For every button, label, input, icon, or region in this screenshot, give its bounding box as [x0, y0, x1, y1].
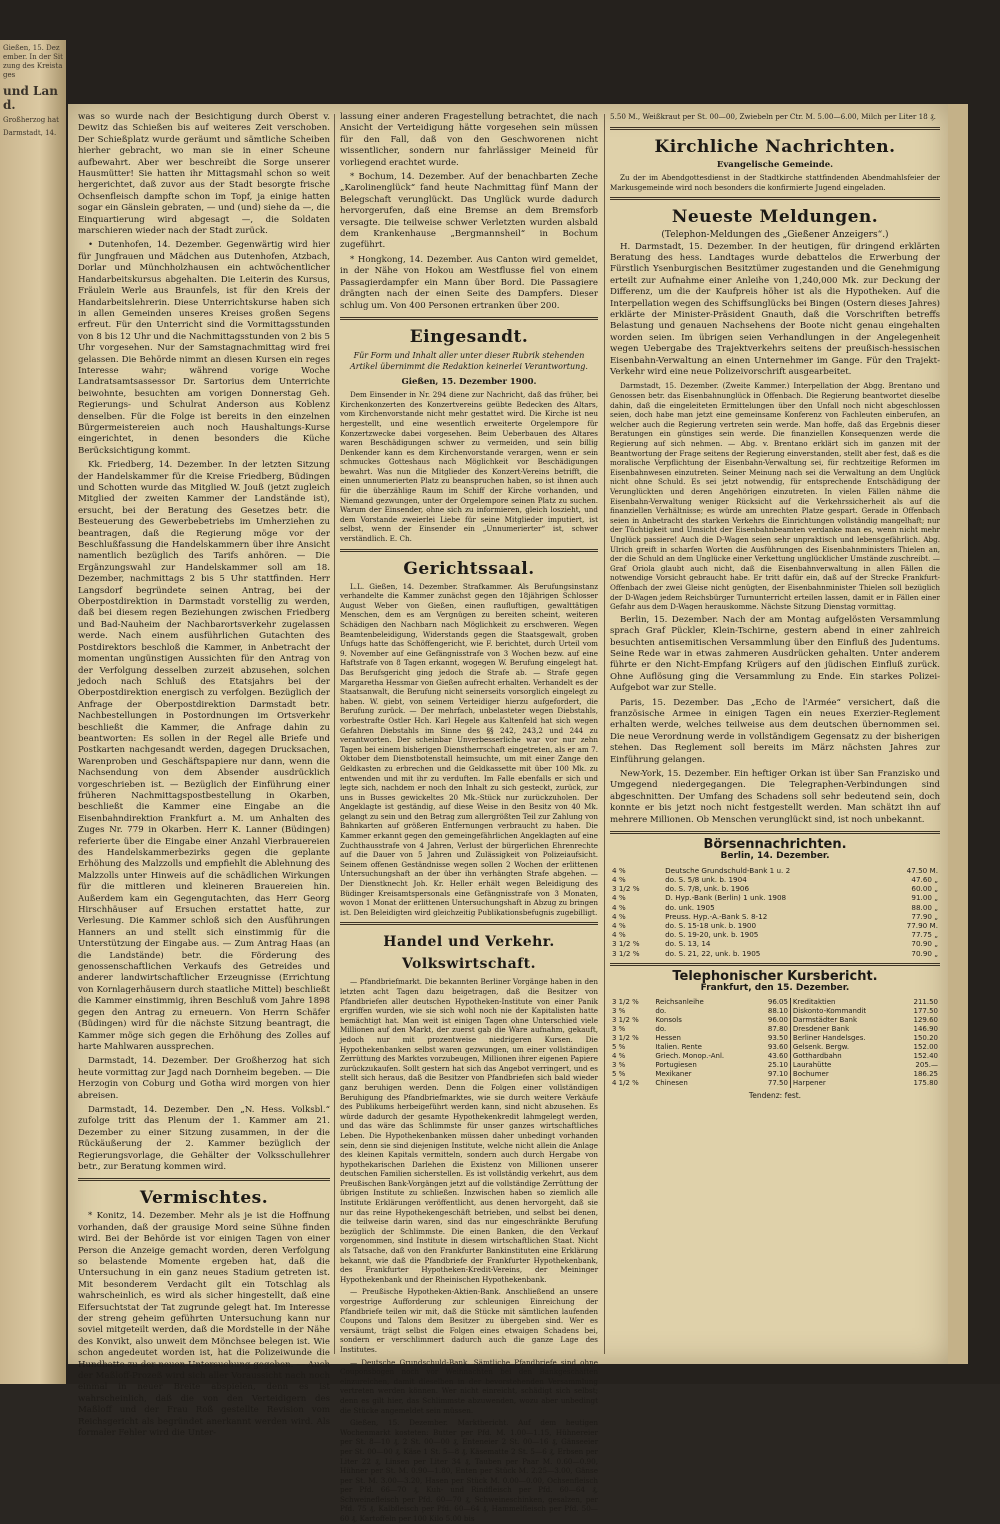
table-cell: Chinesen [655, 1078, 688, 1087]
table-cell: 97.10 [767, 1069, 788, 1078]
table-row [610, 939, 940, 948]
table-cell: 177.50 [913, 1006, 938, 1015]
table-cell: Harpener [790, 1079, 899, 1088]
table-cell: Hessen [655, 1033, 681, 1042]
table-cell: 3 1/2 % [612, 997, 639, 1006]
article-text: — Pfandbriefmarkt. Die bekannten Berliner Vorgänge haben in den letzten acht Tagen dazu beigetragen, daß die Besitzer von Pfandbriefen aller deutschen Hypotheken-Institute von einer Panik ergriffen wurden, wie sie sich wohl noch nie der Kapitalisten hatte bemächtigt hat. Man weit ist einigen Tagen ohne Unterschied viele Millionen auf den Markt, der zuerst gab die Ware aufnahm, gekauft, jedoch nur mit prozentweise niedrigeren Kursen. Die Hypothekenbanken selbst waren gezwungen, um einer vollständigen Zerrüttung des Marktes vorzubeugen, Millionen ihrer eigenen Papiere zurückzukaufen. Sollt gestern hat sich das Angebot verringert, und es stellt sich heraus, daß die Besitzer von Pfandbriefen sich bald wieder ganz beruhigen werden. Denn die Folgen einer vollständigen Beruhigung des Pfandbriefmarktes, wie sie durch weitere Verkäufe des Publikums herbeigeführt werden kann, sind nicht abzusehen. Es würde dadurch der gesamte Hypothekenkredit lahmgelegt werden, und das wäre das Schlimmste für unser ganzes wirtschaftliches Leben. Die Hypothekenbanken müssen daher unbedingt vorhanden sein, denn sie sind diejenigen Institute, welche nicht allein die Anlage des kleinen Kapitals vermitteln, sondern auch durch Hergabe von hypothekarischen Darlehen die Existenz von Millionen unserer deutschen Familien sicherstellen. Es ist vollständig verkehrt, aus dem Preußischen Bank-Vorgängen jetzt auf die vollständige Zerrüttung der übrigen Institute zu schließen. Inzwischen haben so ziemlich alle Institute Erklärungen veröffentlicht, aus denen hervorgeht, daß sie nur das reine Hypothekengeschäft betrieben, und selbst bei denen, die teilweise darin waren, sind das nur eingeschränkte Berufung bezüglich der Schlimmste. Die einen Banken, die den Verkauf vorgenommen, sind Institute in diesem wirtschaftlichen Staat. Nicht als Tatsache, daß von den Frankfurter Bankinstituten eine Erklärung bekannt, wie daß die Pfandbriefe der Frankfurter Hypothekenbank, des Frankfurter Hypotheken-Kredit-Vereins, der Meininger Hypothekenbank und der Rheinischen Hypothekenbank. [340, 977, 598, 1284]
prev-page-header: und Land. [3, 84, 58, 112]
table-row [610, 998, 940, 1007]
prev-page-fragment: Darmstadt, 14. [3, 129, 57, 137]
article-text: * Bochum, 14. Dezember. Auf der benachbarten Zeche „Karolinenglück“ fand heute Nachmittag fünf Mann der Belegschaft verunglückt. Das Unglück wurde dadurch hervorgerufen, daß eine Bremse an dem Bremsforb versagte. Die teilweise schwer Verletzten wurden alsbald dem Krankenhause „Bergmannsheil“ in Bochum zugeführt. [340, 172, 598, 251]
table-row [610, 921, 940, 930]
table-row [610, 884, 940, 893]
table-row [610, 893, 940, 902]
table-cell: 96.00 [767, 1015, 788, 1024]
table-cell: 77.75 „ [911, 930, 938, 940]
table-cell: 88.10 [767, 1006, 788, 1015]
table-row [610, 875, 940, 884]
table-cell: 96.05 [767, 997, 788, 1006]
table-cell: 3 1/2 % [612, 948, 640, 958]
article-text: Paris, 15. Dezember. Das „Echo de l'Armée“ versichert, daß die französische Armee in einigen Tagen ein neues Exerzier-Reglement erhalten werde, welches teilweise aus dem deutschen übernommen sei. Die neue Verordnung werde in vollständigem Gegensatz zu der bisherigen stehen. Das Reglement soll bereits im März nächsten Jahres zur Einführung gelangen. [610, 697, 940, 765]
section-title-kursbericht: Telephonischer Kursbericht. [672, 968, 878, 984]
table-row [610, 1034, 940, 1043]
dateline: Frankfurt, den 15. Dezember. [700, 983, 850, 994]
article-text: New-York, 15. Dezember. Ein heftiger Orkan ist über San Franzisko und Umgegend niedergegangen. Die Telegraphen-Verbindungen sind abgeschnitten. Der Umfang des Schadens soll sehr bedeutend sein, doch konnte er bis jetzt noch nicht festgestellt werden. Man schätzt ihn auf mehrere Millionen. Ob Menschen verunglückt sind, ist noch unbekannt. [610, 769, 940, 825]
table-cell: Kreditaktien [790, 998, 899, 1007]
table-cell: do. [655, 1024, 667, 1033]
table-cell: 3 1/2 % [612, 1015, 639, 1024]
table-cell: 77.90 „ [911, 911, 938, 921]
table-cell: 3 1/2 % [612, 1033, 639, 1042]
article-text: Darmstadt, 14. Dezember. Der Großherzog hat sich heute vormittag zur Jagd nach Dornheim begeben. — Die Herzogin von Coburg und Gotha wird morgen von hier abreisen. [78, 1056, 330, 1101]
table-cell: 93.60 [767, 1042, 788, 1051]
table-cell: 93.50 [767, 1033, 788, 1042]
article-text: L.L. Gießen, 14. Dezember. Strafkammer. Als Berufungsinstanz verhandelte die Kammer zunächst gegen den 18jährigen Schlosser August Weber von Gießen, einen raufluftigen, gewalttätigen Menschen, dem es am Vergnügen zu bereiten scheint, weiteren Schädigen den Nachbarn nach Möglichkeit zu erschweren. Wegen Beamtenbeleidigung, Widerstands gegen die Staatsgewalt, groben Unfugs hatte das Schöffengericht, wie F. berichtet, durch Urteil vom 9. November auf eine Gefängnisstrafe von 3 Wochen bezw. auf eine Haftstrafe von 8 Tagen erkannt, wogegen W. Berufung eingelegt hat. Das Berufsgericht ging jedoch die Strafe ab. — Strafe gegen Margaretha Hessmar von Gießen aufrecht erhalten. Verhandelt es der Staatsanwalt, die Berufung nicht seinerseits vorsorglich eingelegt zu haben. W. giebt, von seinem Verteidiger hierzu aufgefordert, die Berufung zurück. — Der mehrfach, unbelasteter wegen Diebstahls, vorbestrafte Ostler Hch. Karl Hegele aus Kaltenfeld hat sich wegen Gefahren Diebstahls im Sinne des §§ 242, 243,2 und 244 zu verantworten. Der scheinbar Unverbesserliche war vor nur zehn Tagen bei einem bisherigen Dienstherrschaft eingetreten, als er am 7. Oktober dem Dienstbotenstall heimsuchte, um mit einer Zange den Geldkasten zu erbrechen und die Geldkassette mit über 100 Mk. zu entwenden und mit ihr zu verduften. Im Falle ebenfalls er sich und legte sich, nachdem er noch den Inhalt zu sich gesteckt, zurück, zur uns in Busses gewickeltes 20 Mk.-Stück nur zurückzuholen. Der Angeklagte ist geständig, auf diese Weise in den Besitz von 40 Mk. gelangt zu sein und den Betrag zum allergrößten Teil zur Zahlung von Bahnkarten auf größeren Entfernungen verbraucht zu haben. Die Kammer erkannt gegen den gemeingefährlichen Angeklagten auf eine Zuchthausstrafe von 4 Jahren, Verlust der bürgerlichen Ehrenrechte auf die Dauer von 5 Jahren und Zulässigkeit von Polizeiaufsicht. Seinem offenen Geständnisse wegen sollen 2 Wochen der erlittenen Untersuchungshaft an der über ihn verhängten Strafe abgehen. — Der Dienstknecht Joh. Kr. Heller erhält wegen Beleidigung des Büdinger Kreisamtspersonals eine Gefängnisstrafe von 3 Monaten, wovon 1 Monat der erlittenen Untersuchungshaft in Abzug zu bringen ist. Den Beleidigten wird gleichzeitig Publikationsbefugnis zugebilligt. [340, 581, 598, 917]
table-cell: Gelsenk. Bergw. [790, 1043, 899, 1052]
table-cell: Bochumer [790, 1070, 899, 1079]
section-divider [340, 549, 598, 552]
section-title-gerichtssaal: Gerichtssaal. [403, 558, 535, 579]
table-cell: Diskonto-Kommandit [790, 1007, 899, 1016]
table-cell: 150.20 [913, 1033, 938, 1042]
table-cell: do. S. 19-20, unk. b. 1905 [665, 930, 759, 940]
section-title-handel: Handel und Verkehr. Volkswirtschaft. [383, 934, 555, 973]
section-disclaimer: Für Form und Inhalt aller unter dieser Rubrik stehenden Artikel übernimmt die Redaktion keinerlei Verantwortung. [350, 350, 588, 372]
article-text: Zu der im Abendgottesdienst in der Stadtkirche stattfindenden Abendmahlsfeier der Markusgemeinde wird noch besonders die konfirmierte Jugend eingeladen. [610, 173, 940, 192]
article-text: — Preußische Hypotheken-Aktien-Bank. Anschließend an unsere vorgestrige Aufforderung zur schleunigen Einreichung der Pfandbriefe teilen wir mit, daß die Stücke mit sämtlichen laufenden Coupons und Talons dem Besitzer zu übergeben sind. Wer es versäumt, trägt selbst die Folgen eines etwaigen Schadens bei, sondern er verschlimmert dadurch auch die ganze Lage des Institutes. [340, 1287, 598, 1354]
table-cell: 5 % [612, 1069, 626, 1078]
table-cell: 4 % [612, 902, 626, 912]
table-row [610, 866, 940, 875]
table-cell: D. Hyp.-Bank (Berlin) 1 unk. 1908 [665, 893, 787, 903]
table-row [610, 903, 940, 912]
table-cell: 91.00 „ [911, 893, 938, 903]
article-text: 5.50 M., Weißkraut per St. 00—00, Zwiebeln per Ctr. M. 5.00—6.00, Milch per Liter 18 ₰. [610, 112, 936, 121]
prev-page-fragment: Großherzog hat [3, 116, 59, 124]
table-cell: 88.00 „ [911, 902, 938, 912]
table-cell: 47.60 „ [911, 875, 938, 885]
section-divider [610, 831, 940, 834]
table-cell: do. S. 5/8 unk. b. 1904 [665, 875, 747, 885]
table-row [610, 1052, 940, 1061]
section-divider [610, 127, 940, 130]
section-title-vermischtes: Vermischtes. [139, 1188, 269, 1209]
table-cell: 3 1/2 % [612, 884, 640, 894]
table-cell: 4 % [612, 1051, 626, 1060]
table-cell: 146.90 [913, 1024, 938, 1033]
table-row [610, 1007, 940, 1016]
dateline: Gießen, 15. Dezember 1900. [401, 376, 537, 387]
table-cell: 25.10 [767, 1060, 788, 1069]
table-cell: do. S. 7/8, unk. b. 1906 [665, 884, 750, 894]
column-1 [78, 112, 330, 1439]
article-text: Darmstadt, 15. Dezember. (Zweite Kammer.) Interpellation der Abgg. Brentano und Genossen betr. das Eisenbahnunglück in Offenbach. Die Regierung beantwortet dieselbe dahin, daß die eingeleiteten Ermittelungen über den Unfall noch nicht abgeschlossen seien, doch habe man jetzt eine gemeinsame Konferenz von Fachleuten einberufen, an welcher auch die Regierung vertreten sein werde. Man hoffe, daß das Ergebnis dieser Beratungen ein günstiges sein werde. Die finanziellen Konsequenzen werde die Regierung auf sich nehmen. — Abg. v. Brentano erklärt sich im ganzen mit der Beantwortung der Frage seitens der Regierung einverstanden, stellt aber fest, daß es die moralische Verpflichtung der Eisenbahn-Verwaltung sei, für rechtzeitige Reformen im Eisenbahnwesen einzutreten. Seiner Meinung nach sei die Verwaltung an dem Unglück nicht ohne Schuld. Es sei jetzt notwendig, für entsprechende Entschädigung der Verunglückten und deren Angehörigen einzutreten. In vielen Fällen nähme die Eisenbahn-Verwaltung weniger Rücksicht auf die Verkehrssicherheit als auf die finanziellen Verhältnisse; es würde am unrechten Platze gespart. Gerade in Offenbach seien in Anbetracht des starken Verkehrs die Einrichtungen vollständig mangelhaft; nur der Tüchtigkeit und Umsicht der Eisenbahnbeamten verdanke man es, wenn nicht mehr Unglück passiere! Auch die D-Wagen seien sehr unpraktisch und lebensgefährlich. Abg. Ulrich greift in scharfen Worten die Ausführungen des Eisenbahnministers Thielen an, der die Schuld an dem Unglücke einer Verkettung unglücklicher Umstände zuschreibt. — Graf Oriola glaubt auch nicht, daß die Eisenbahnverwaltung in allen Fällen die notwendige Vorsicht gebraucht habe. Er tritt dafür ein, daß auf der Strecke Frankfurt-Offenbach der zwei Gleise nicht genügten, der Eisenbahnminister Thielen soll bezüglich der D-Wagen jedem Reichsbürger Turnunterricht erteilen lassen, damit er in Fällen einer Gefahr aus dem D-Wagen herauskomme. Nächste Sitzung Dienstag vormittag. [610, 381, 940, 612]
table-cell: do. S. 13, 14 [665, 939, 711, 949]
section-divider [340, 317, 598, 320]
article-text: * Konitz, 14. Dezember. Mehr als je ist die Hoffnung vorhanden, daß der grausige Mord seine Sühne finden wird. Bei der Behörde ist vor einigen Tagen von einer Person die Anzeige gemacht worden, deren Verfolgung so belastende Momente ergeben hat, daß die Untersuchung in ein ganz neues Stadium getreten ist. Mit besonderem Verdacht gilt ein Totschlag als wahrscheinlich, es wird als sicher hingestellt, daß eine Eifersuchtstat der Tat zugrunde gelegt hat. Im Interesse der streng geheim geführten Untersuchung kann nur soviel mitgeteilt werden, daß die Mordstelle in der Nähe des Konvikt, also unweit dem Mönchsee belegen ist. Wie schon angedeutet worden ist, hat die Polizeiwunde die Hundhatte zu der neuen Untersuchung gegeben. — Auch der Maßloff-Prozeß wird sich aller Voraussicht nach noch einmal in neuer Breite abspielen, denn es ist wahrscheinlich, daß die von den Verteidigern des Maßloff und der Frau Roß gestellte Revision vom Reichsgericht als begründet anerkannt werden wird. Als formaler Fehler wird die Unter- [78, 1211, 330, 1439]
table-cell: 5 % [612, 1042, 626, 1051]
section-divider [78, 1178, 330, 1181]
table-cell: Konsols [655, 1015, 682, 1024]
table-cell: 47.50 M. [906, 865, 938, 875]
table-cell: 3 % [612, 1006, 626, 1015]
table-row [610, 1061, 940, 1070]
table-cell: Laurahütte [790, 1061, 899, 1070]
article-text: was so wurde nach der Besichtigung durch Oberst v. Dewitz das Schießen bis auf weiteres Zeit verschoben. Der Schießplatz wurde geräumt und sämtliche Scheiben hierher gebracht, wo man sie in einer Scheune aufbewahrt. Aber wer beschreibt die Sorge unserer Hausmütter! Sie hatten ihr Mittagsmahl schon so weit hergerichtet, daß zuvor aus der Stadt besorgte frische Ochsenfleisch dampfte schon im Topf, ja einige hatten sogar ein Gänslein gebraten, — und (und) siehe da —, die Einquartierung wird abgesagt —, die Soldaten marschieren wieder nach der Stadt zurück. [78, 112, 330, 237]
table-cell: Dresdener Bank [790, 1025, 899, 1034]
table-cell: 4 % [612, 875, 626, 885]
table-cell: 87.80 [767, 1024, 788, 1033]
article-text: — Deutsche Grundschuld-Bank. Sämtliche Pfandbriefe sind ohne Couponsbogen noch vor Weihnachten bei den Bankgeschäften einzureichen, damit dieselben in der bevorstehenden Versammlung vertreten werden können. Wer nicht einreicht, schädigt sich selbst; denn es gilt hier, das Schlimmste abzuwenden, wozu aber unbedingt die Stücke angemeldet sein müssen. [340, 1357, 598, 1415]
article-text: Gießen, 15. Dezember. Marktbericht. Auf dem heutigen Wochenmarkt kosteten: Butter per Pfd. M. 1.00—1.15, Hühnereier per St. 8—10 ₰, 2 St. 00—00 ₰, Enteneier 2 St. 00—16 ₰, Gänseeier per St. 00—00 ₰, Käse 1 St. 5—8 ₰, Käsematte 2 St. 5—6 ₰, Erbsen per Liter 22 ₰, Linsen per Liter 34 ₰, Tauben per Paar M. 0.60—0.90, Hühner per St. M. 0.90—1.80, Enten per Stück M. 2.25—3.00, Gänse per St. M. 3.00—3.20, Hasen per Stück M. 0.00—0.00, Ochsenfleisch per Pfd. 66—70 ₰, Kuh- und Rindfleisch per Pfd. 60—64 ₰, Schweinefleisch per Pfd. 60—70 ₰, Schweineschinken, gesalzen, per Pfd. 75 ₰, Kalbfleisch per Pfd. 60—64 ₰, Hammelfleisch per Pfd. 50—60 ₰, Kartoffeln per 100 Kilo 5.00 bis [340, 1418, 598, 1524]
table-row [610, 930, 940, 939]
article-text: Berlin, 15. Dezember. Nach der am Montag aufgelösten Versammlung sprach Graf Pückler, Klein-Tschirne, gestern abend in einer zahlreich besuchten antisemitischen Versammlung über den Einfluß des Judentums. Seine Rede war in etwas zahmeren Ausdrücken gehalten. Unter anderem führte er den Nicht-Empfang Krügers auf den jüdischen Einfluß zurück. Ohne Auflösung ging die Versammlung zu Ende. Ein starkes Polizei-Aufgebot war zur Stelle. [610, 614, 940, 694]
table-cell: 4 % [612, 893, 626, 903]
table-cell: Preuss. Hyp.-A.-Bank S. 8-12 [665, 911, 768, 921]
section-divider [610, 963, 940, 966]
table-cell: 175.80 [913, 1078, 938, 1087]
table-cell: 4 1/2 % [612, 1078, 639, 1087]
section-title-neueste: Neueste Meldungen. [671, 207, 879, 228]
table-cell: Mexikaner [655, 1069, 692, 1078]
table-cell: 4 % [612, 921, 626, 931]
article-text: Darmstadt, 14. Dezember. Den „N. Hess. Volksbl.“ zufolge tritt das Plenum der 1. Kammer am 21. Dezember zu einer Sitzung zusammen, in der die Rückäußerung der 2. Kammer bezüglich der Regierungsvorlage, die Gehälter der Volksschullehrer betr., zur Beratung kommen wird. [78, 1104, 330, 1172]
table-cell: 129.60 [913, 1015, 938, 1024]
table-cell: Griech. Monop.-Anl. [655, 1051, 725, 1060]
table-cell: 3 1/2 % [612, 939, 640, 949]
table-row [610, 1016, 940, 1025]
table-row [610, 1025, 940, 1034]
table-cell: Italien. Rente [655, 1042, 702, 1051]
table-cell: 186.25 [913, 1069, 938, 1078]
article-text: H. Darmstadt, 15. Dezember. In der heutigen, für dringend erklärten Beratung des hess. Landtages wurde debattelos die Erwerbung der Fürstlich Ysenburgischen Besitztümer zugestanden und die Genehmigung erteilt zur Aufnahme einer Anleihe von 1,240,000 Mk. zur Deckung der Differenz, um die der Kaufpreis höher ist als die Hypotheken. Auf die Interpellation wegen des Schiffsunglücks bei Bingen (Ostern dieses Jahres) erklärte der Minister-Präsident Gnauth, daß die Vorschriften betreffs Belastung und genauen Nachsehens der Boote nicht genau eingehalten worden seien. Im übrigen seien Verhandlungen in der Angelegenheit wegen Uebergabe des Trajektverkehrs seitens der preußisch-hessischen Eisenbahn-Verwaltung an einen Unternehmer im Gange. Für den Trajekt-Verkehr wird eine neue Polizeivorschrift ausgearbeitet. [610, 241, 940, 378]
previous-page-edge [0, 40, 66, 1384]
table-row [610, 1043, 940, 1052]
table-cell: Portugiesen [655, 1060, 697, 1069]
article-text: lassung einer anderen Fragestellung betrachtet, die nach Ansicht der Verteidigung hätte vorgesehen sein müssen für den Fall, daß von den Geschworenen nicht wissentlicher, sondern nur fahrlässiger Meineid für vorliegend erachtet wurde. [340, 112, 598, 168]
newspaper-page [68, 104, 948, 1524]
table-cell: 205.— [915, 1060, 938, 1069]
table-row [610, 949, 940, 958]
table-cell: 4 % [612, 865, 626, 875]
table-cell: Gotthardbahn [790, 1052, 899, 1061]
table-cell: Reichsanleihe [655, 997, 704, 1006]
table-cell: 4 % [612, 930, 626, 940]
column-2 [340, 112, 598, 1524]
table-cell: do. S. 21, 22, unk. b. 1905 [665, 948, 761, 958]
table-row [610, 1070, 940, 1079]
table-row [610, 912, 940, 921]
dateline: Berlin, 14. Dezember. [720, 851, 830, 862]
section-title-boerse: Börsennachrichten. [703, 837, 847, 853]
column-divider [334, 114, 335, 1354]
column-3 [610, 112, 940, 1357]
table-cell: Deutsche Grundschuld-Bank 1 u. 2 [665, 865, 791, 875]
table-cell: 60.00 „ [911, 884, 938, 894]
market-tendency: Tendenz: fest. [748, 1090, 802, 1100]
column-divider [604, 114, 605, 1354]
stock-table-berlin [610, 866, 940, 958]
table-cell: 43.60 [767, 1051, 788, 1060]
table-cell: 70.90 „ [911, 948, 938, 958]
section-divider [610, 197, 940, 200]
stock-table-frankfurt [610, 998, 940, 1088]
page-edge-shadow [948, 104, 968, 1364]
section-title-kirchliche: Kirchliche Nachrichten. [654, 136, 896, 157]
table-cell: 77.50 [767, 1078, 788, 1087]
section-subtitle: (Telephon-Meldungen des „Gießener Anzeigers“.) [661, 230, 889, 241]
table-cell: 152.00 [913, 1042, 938, 1051]
table-cell: do. [655, 1006, 667, 1015]
article-text: • Dutenhofen, 14. Dezember. Gegenwärtig wird hier für Jungfrauen und Mädchen aus Dutenhofen, Atzbach, Dorlar und Münchholzhausen ein achtwöchentlicher Handarbeitskursus abgehalten. Die Leiterin des Kursus, Fräulein Werle aus Braunfels, ist für den Kreis der Handarbeitslehrerin. Diese Unterrichtskurse haben sich in allen Gemeinden unseres Kreises großen Segens erfreut. Für den Unterricht sind die Vormittagsstunden von 8 bis 12 Uhr und die Nachmittagsstunden von 2 bis 5 Uhr vorgesehen. Nur der Samstagnachmittag wird frei gelassen. Die Behörde nimmt an diesen Kursen ein reges Interesse wahr; während vorige Woche Landratsamtsassessor Dr. Sartorius dem Unterrichte beiwohnte, besuchten am vorigen Donnerstag Geh. Regierungs- und Schulrat Anderson aus Koblenz denselben. Für die Folge ist bereits in den einzelnen Bürgermeistereien auch noch Haushaltungs-Kurse eingerichtet, in denen besonders die Küche Berücksichtigung kommt. [78, 240, 330, 456]
section-title-eingesandt: Eingesandt. [409, 326, 529, 347]
table-cell: 211.50 [913, 997, 938, 1006]
table-cell: do. S. 15-18 unk. b. 1900 [665, 921, 757, 931]
table-cell: 4 % [612, 911, 626, 921]
article-text: Kk. Friedberg, 14. Dezember. In der letzten Sitzung der Handelskammer für die Kreise Friedberg, Büdingen und Schotten wurde das Mitglied W. Jouß (jetzt zugleich Mitglied der zweiten Kammer der Landstände ist), ersucht, bei der Beratung des Gesetzes betr. die Besteuerung des Gewerbebetriebs im Umherziehen zu beantragen, daß die Regierung möge vor der Beschlußfassung die Handelskammern über ihre Ansicht namentlich bezüglich des Tarifs anhören. — Die Ergänzungswahl zur Handelskammer soll am 18. Dezember, nachmittags 2 bis 5 Uhr stattfinden. Herr Langsdorf begründete seinen Antrag, bei der Oberpostdirektion in Darmstadt vorstellig zu werden, daß bei diesem regen Beziehungen zwischen Friedberg und Bad-Nauheim der Nachbarortsverkehr zugelassen werde. Nach einem ausführlichen Gutachten des Postdirektors beschloß die Kammer, in Anbetracht der momentan ungünstigen Aussichten für den Antrag von der Verfolgung desselben zurzeit abzusehen, solchen jedoch nach Schluß des Etatsjahrs bei der Oberpostdirektion energisch zu verfolgen. Bezüglich der Anfrage der Oberpostdirektion Darmstadt betr. Nachbestellungen in Postordnungen im Ortsverkehr beschließt die Kammer, die Anfrage dahin zu beantworten: Es sollen in der Regel alle Briefe und Postkarten nachgesandt werden, dagegen Drucksachen, Warenproben und Geschäftspapiere nur dann, wenn die Nachsendung von dem Absender ausdrücklich vorgeschrieben ist. — Bezüglich der Einführung einer früheren Nachmittagspostbestellung in Okarben, beschließt die Kammer eine Eingabe an die Eisenbahndirektion Frankfurt a. M. um Anhalten des Zuges Nr. 779 in Okarben. Herr K. Lanner (Büdingen) referierte über die Eingabe einer Anzahl Vierbrauereien des Handelskammerbezirks gegen die geplante Erhöhung des Malzzolls und empfiehlt die Ablehnung des Malzzolls unter Hinweis auf die schädlichen Wirkungen für die mittleren und kleineren Brauereien hin. Außerdem kam ein Gegengutachten, das Herr Georg Hirschhäuser auf Ersuchen erstattet hatte, zur Verlesung. Die Kammer schloß sich den Ausführungen Hanners an und stellt sich einstimmig für die Unterstützung der Eingabe aus. — Zum Antrag Haas (an die Landstände) betr. die Förderung des genossenschaftlichen Verkaufs des Getreides und anderer landwirtschaftlicher Erzeugnisse (Errichtung von Kornlagerhäusern durch staatliche Mittel) beschließt die Kammer einstimmig, ihren Beschluß vom Jahre 1898 gegen den Antrag zu erneuern. Von Herrn Schäfer (Büdingen) wird für die nächste Sitzung beantragt, die Kammer möge sich gegen die Erhöhung des Zolles auf harte Mahlwaren aussprechen. [78, 460, 330, 1052]
table-cell: 3 % [612, 1024, 626, 1033]
table-row [610, 1079, 940, 1088]
table-cell: 70.90 „ [911, 939, 938, 949]
article-text: Dem Einsender in Nr. 294 diene zur Nachricht, daß das früher, bei Kirchenkonzerten des Konzertvereins geübte Bedecken des Altars, vom Kirchenvorstande nicht mehr gestattet wird. Die Kirche ist neu hergestellt, und eine wesentlich erweiterte Orgelempore für Konzertzwecke dabei vorgesehen. Beim Ueberbauen des Altares waren Beschädigungen schwer zu vermeiden, und sein billig Denkender kann es dem Kirchenvorstande verargen, wenn er sein schmuckes Gotteshaus nach Möglichkeit vor Beschädigungen bewahrt. Was nun die Mitglieder des Konzert-Vereins betrifft, die einen unnumerierten Platz zu beanspruchen haben, so ist ihnen auch für die überzählige Raum im Schiff der Kirche vorhanden, und Niemand gezwungen, unter der Orgelempore seinen Platz zu suchen. Warum der Einsender, ohne sich zu informieren, gleich loszieht, und dem Vorstande zweierlei Liebe für seine Mitglieder imputiert, ist selbst, wenn der Einsender ein „Unnumerierter“ ist, schwer verständlich. E. Ch. [340, 390, 598, 544]
section-divider [340, 922, 598, 925]
table-cell: do. unk. 1905 [665, 902, 715, 912]
table-cell: 77.90 M. [906, 921, 938, 931]
table-cell: Berliner Handelsges. [790, 1034, 899, 1043]
table-cell: Darmstädter Bank [790, 1016, 899, 1025]
article-text: * Hongkong, 14. Dezember. Aus Canton wird gemeldet, in der Nähe von Hokou am Westflusse fiel von einem Passagierdampfer ein Mann über Bord. Die Passagiere drängten nach der einen Seite des Dampfers. Dieser schlug um. Von 400 Personen ertranken über 200. [340, 254, 598, 311]
table-cell: 3 % [612, 1060, 626, 1069]
section-subtitle: Evangelische Gemeinde. [716, 159, 834, 170]
prev-page-fragment: Gießen, 15. Dezember. In der Sitzung des Kreistages [3, 44, 63, 79]
table-cell: 152.40 [913, 1051, 938, 1060]
